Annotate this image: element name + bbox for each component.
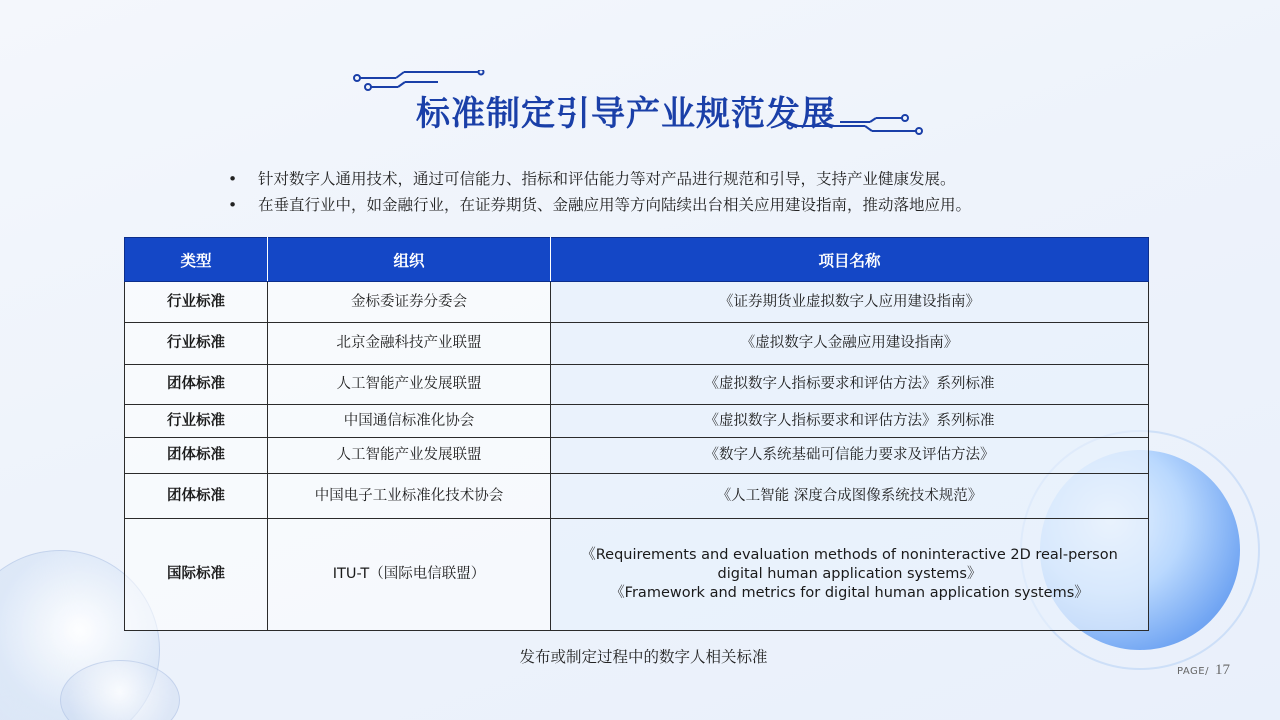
- org-cell: ITU-T（国际电信联盟）: [268, 519, 551, 631]
- table-row: [125, 519, 1149, 631]
- table-row: [125, 365, 1149, 405]
- org-cell: 北京金融科技产业联盟: [268, 323, 551, 365]
- standards-table: [124, 237, 1149, 631]
- bullet-marker: •: [228, 170, 238, 188]
- type-cell: 国际标准: [125, 519, 268, 631]
- table-caption: 发布或制定过程中的数字人相关标准: [519, 648, 768, 666]
- table-row: [125, 282, 1149, 323]
- project-cell: [551, 519, 1149, 631]
- page-title: 标准制定引导产业规范发展: [416, 94, 836, 134]
- table-row: [125, 405, 1149, 438]
- title-block: [350, 70, 930, 140]
- type-cell: 团体标准: [125, 474, 268, 519]
- bullet-text: 针对数字人通用技术，通过可信能力、指标和评估能力等对产品进行规范和引导，支持产业健康发展。: [258, 170, 956, 188]
- column-header-project: 项目名称: [551, 238, 1149, 282]
- project-cell: 《虚拟数字人指标要求和评估方法》系列标准: [551, 365, 1149, 405]
- org-cell: 中国通信标准化协会: [268, 405, 551, 438]
- bullet-text: 在垂直行业中，如金融行业，在证券期货、金融应用等方向陆续出台相关应用建设指南，推动落地应用。: [258, 196, 972, 214]
- org-cell: 人工智能产业发展联盟: [268, 438, 551, 474]
- type-cell: 行业标准: [125, 405, 268, 438]
- type-cell: 团体标准: [125, 438, 268, 474]
- project-cell: 《虚拟数字人金融应用建设指南》: [551, 323, 1149, 365]
- project-line: digital human application systems》: [717, 566, 982, 582]
- page-number: [1177, 662, 1230, 679]
- type-cell: 团体标准: [125, 365, 268, 405]
- bullet-item: [228, 166, 971, 192]
- org-cell: 中国电子工业标准化技术协会: [268, 474, 551, 519]
- column-header-type: 类型: [125, 238, 268, 282]
- org-cell: 人工智能产业发展联盟: [268, 365, 551, 405]
- bullet-marker: •: [228, 196, 238, 214]
- project-line: 《Requirements and evaluation methods of noninteractive 2D real-person: [581, 547, 1118, 563]
- project-cell: 《人工智能 深度合成图像系统技术规范》: [551, 474, 1149, 519]
- project-line: 《Framework and metrics for digital human application systems》: [610, 585, 1089, 601]
- project-cell: 《证券期货业虚拟数字人应用建设指南》: [551, 282, 1149, 323]
- type-cell: 行业标准: [125, 323, 268, 365]
- bullet-item: [228, 192, 971, 218]
- project-cell: 《数字人系统基础可信能力要求及评估方法》: [551, 438, 1149, 474]
- bullet-list: [228, 166, 971, 218]
- column-header-org: 组织: [268, 238, 551, 282]
- project-cell: 《虚拟数字人指标要求和评估方法》系列标准: [551, 405, 1149, 438]
- table-row: [125, 474, 1149, 519]
- table-row: [125, 438, 1149, 474]
- table-header-row: [125, 238, 1149, 282]
- table-row: [125, 323, 1149, 365]
- org-cell: 金标委证券分委会: [268, 282, 551, 323]
- page-number-value: 17: [1215, 662, 1230, 678]
- page-label: PAGE/: [1177, 666, 1209, 677]
- type-cell: 行业标准: [125, 282, 268, 323]
